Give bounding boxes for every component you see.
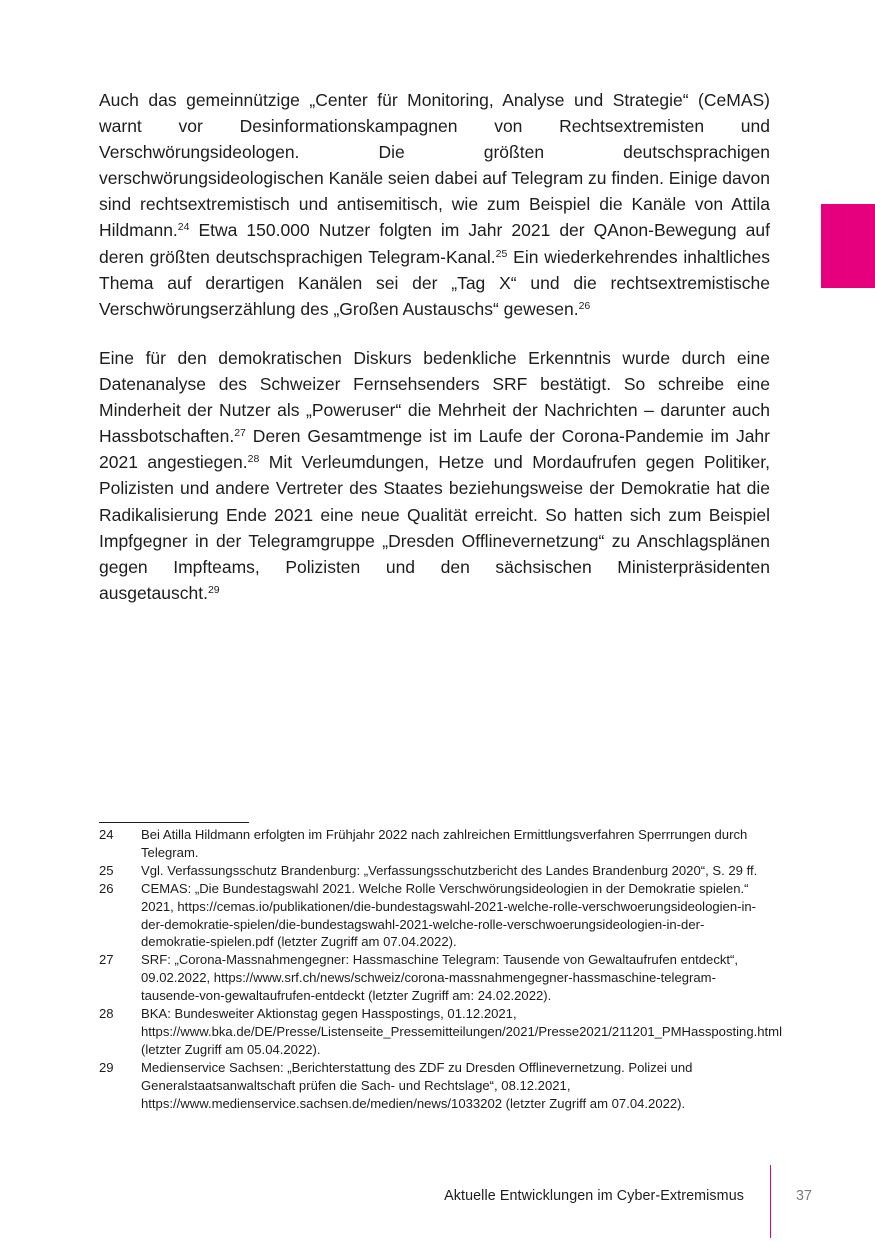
footnote-ref-26[interactable]: 26 <box>578 299 591 312</box>
footnote-number: 28 <box>99 1006 114 1022</box>
footnote-text: CEMAS: „Die Bundestagswahl 2021. Welche Rolle Verschwörungsideologien in der Demokratie spielen.“ 2021, https://cemas.io/publikationen/die-bundestagswahl-2021-welche-rolle-verschwoerungsideologien-in-der-demokratie-spielen/die-bundestagswahl-2021-welche-rolle-verschwoerungsideologien-in-der-demokratie-spielen.pdf (letzter Zugriff am 07.04.2022). <box>141 880 757 950</box>
footnote-text: Vgl. Verfassungsschutz Brandenburg: „Verfassungsschutzbericht des Landes Brandenburg 2020“, S. 29 ff. <box>141 862 758 878</box>
footnote-item <box>99 826 771 862</box>
footnote-separator <box>99 822 249 823</box>
footnote-text: BKA: Bundesweiter Aktionstag gegen Hasspostings, 01.12.2021, https://www.bka.de/DE/Presse/Listenseite_Pressemitteilungen/2021/Presse2021/211201_PMHassposting.html (letzter Zugriff am 05.04.2022). <box>141 1006 782 1057</box>
footnote-number: 27 <box>99 952 114 968</box>
footnote-number: 26 <box>99 880 114 896</box>
paragraph-2: Eine für den demokratischen Diskurs bedenkliche Erkenntnis wurde durch eine Datenanalyse des Schweizer Fernsehsenders SRF bestätigt. So schreibe eine Minderheit der Nutzer als „Poweruser“ die Mehrheit der Nachrichten – darunter auch Hassbotschaften.$^{27}$ Deren Gesamtmenge ist im Laufe der Corona-Pandemie im Jahr 2021 angestiegen.$^{28}$ Mit Verleumdungen, Hetze und Mordaufrufen gegen Politiker, Polizisten und andere Vertreter des Staates beziehungsweise der Demokratie hat die Radikalisierung Ende 2021 eine neue Qualität erreicht. So hatten sich zum Beispiel Impfgegner in der Telegramgruppe „Dresden Offlinevernetzung“ zu Anschlagsplänen gegen Impfteams, Polizisten und den sächsischen Ministerpräsidenten ausgetauscht.$^{29}$ <box>99 348 770 603</box>
footnote-text: SRF: „Corona-Massnahmengegner: Hassmaschine Telegram: Tausende von Gewaltaufrufen entdeckt“, 09.02.2022, https://www.srf.ch/news/schweiz/corona-massnahmengegner-hassmaschine-telegram-tausende-von-gewaltaufrufen-entdeckt (letzter Zugriff am: 24.02.2022). <box>141 952 739 1004</box>
page-number: 37 <box>796 1188 812 1204</box>
footnote-text: Medienservice Sachsen: „Berichterstattung des ZDF zu Dresden Offlinevernetzung. Polizei und Generalstaatsanwaltschaft prüfen die Sach- und Rechtslage“, 08.12.2021, https://www.medienservice.sachsen.de/medien/news/1033202 (letzter Zugriff am 07.04.2022). <box>141 1059 693 1111</box>
paragraph-1: Auch das gemeinnützige „Center für Monitoring, Analyse und Strategie“ (CeMAS) warnt vor Desinformationskampagnen von Rechtsextremisten und Verschwörungsideologen. Die größten deutschsprachigen verschwörungsideologischen Kanäle seien dabei auf Telegram zu finden. Einige davon sind rechtsextremistisch und antisemitisch, wie zum Beispiel die Kanäle von Attila Hildmann.$^{24}$ Etwa 150.000 Nutzer folgten im Jahr 2021 der QAnon-Bewegung auf deren größten deutschsprachigen Telegram-Kanal.$^{25}$ Ein wiederkehrendes inhaltliches Thema auf derartigen Kanälen sei der „Tag X“ und die rechtsextremistische Verschwörungserzählung des „Großen Austauschs“ gewesen.$^{26}$ <box>99 90 770 319</box>
footnote-ref-27[interactable]: 27 <box>234 427 246 440</box>
chapter-marker-tab <box>821 204 875 288</box>
footnote-ref-25[interactable]: 25 <box>495 247 508 260</box>
running-footer-title: Aktuelle Entwicklungen im Cyber-Extremismus <box>444 1188 744 1204</box>
footnote-number: 24 <box>99 827 114 842</box>
footnote-item <box>99 1059 771 1113</box>
footnote-item <box>99 951 771 1005</box>
footnote-item <box>99 880 771 952</box>
footnote-text: Bei Atilla Hildmann erfolgten im Frühjahr 2022 nach zahlreichen Ermittlungsverfahren Sperrrungen durch Telegram. <box>141 827 748 860</box>
footnote-ref-24[interactable]: 24 <box>177 221 190 234</box>
footnote-item <box>99 1005 782 1059</box>
footnotes-list <box>99 826 782 1113</box>
footnote-number: 25 <box>99 862 114 878</box>
footnote-item <box>99 862 771 880</box>
footnote-ref-29[interactable]: 29 <box>207 583 220 596</box>
footnote-number: 29 <box>99 1059 114 1075</box>
footer-divider <box>770 1165 771 1238</box>
footnote-ref-28[interactable]: 28 <box>247 453 260 466</box>
